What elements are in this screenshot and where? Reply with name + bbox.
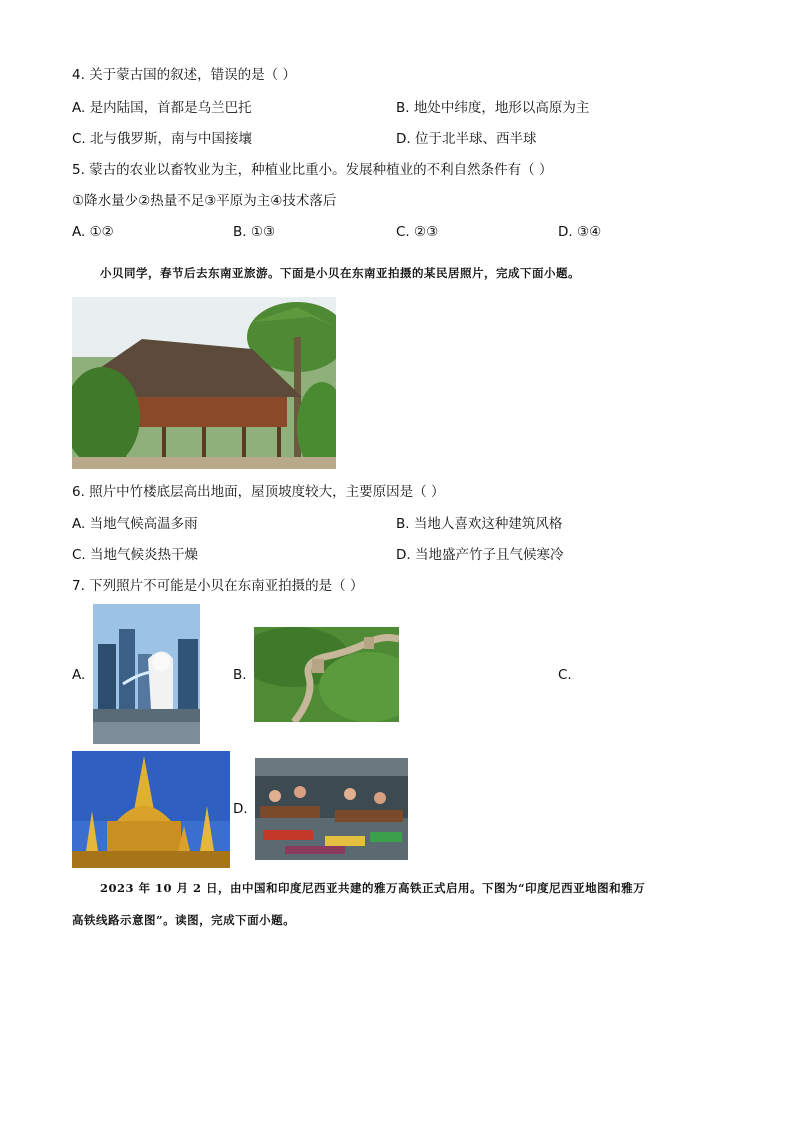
intro-jakarta-bandung-line2: 高铁线路示意图”。读图，完成下面小题。 [72, 913, 296, 927]
q4-stem: 4. 关于蒙古国的叙述，错误的是（ ） [72, 67, 296, 83]
great-wall-photo[interactable] [254, 627, 399, 722]
q5-option-a[interactable]: A. ①② [72, 224, 114, 240]
bamboo-house-photo [72, 297, 336, 469]
q5-stem: 5. 蒙古的农业以畜牧业为主，种植业比重小。发展种植业的不利自然条件有（ ） [72, 162, 553, 178]
intro-southeast-asia: 小贝同学，春节后去东南亚旅游。下面是小贝在东南亚拍摄的某民居照片，完成下面小题。 [100, 266, 580, 280]
q5-option-b[interactable]: B. ①③ [233, 224, 276, 240]
q4-option-b[interactable]: B. 地处中纬度，地形以高原为主 [396, 100, 590, 116]
q6-option-d[interactable]: D. 当地盛产竹子且气候寒冷 [396, 547, 564, 563]
q7-option-d-label[interactable]: D. [233, 801, 248, 817]
q5-items: ①降水量少②热量不足③平原为主④技术落后 [72, 193, 337, 209]
q6-option-b[interactable]: B. 当地人喜欢这种建筑风格 [396, 516, 563, 532]
golden-pagoda-photo[interactable] [72, 751, 230, 868]
q7-option-a-label[interactable]: A. [72, 667, 86, 683]
q4-option-a[interactable]: A. 是内陆国，首都是乌兰巴托 [72, 100, 252, 116]
q5-option-c[interactable]: C. ②③ [396, 224, 439, 240]
q6-option-a[interactable]: A. 当地气候高温多雨 [72, 516, 198, 532]
q7-option-b-label[interactable]: B. [233, 667, 247, 683]
q6-option-c[interactable]: C. 当地气候炎热干燥 [72, 547, 199, 563]
q4-option-d[interactable]: D. 位于北半球、西半球 [396, 131, 537, 147]
q5-option-d[interactable]: D. ③④ [558, 224, 602, 240]
floating-market-photo[interactable] [255, 758, 408, 860]
q4-option-c[interactable]: C. 北与俄罗斯，南与中国接壤 [72, 131, 253, 147]
merlion-photo[interactable] [93, 604, 200, 744]
q7-stem: 7. 下列照片不可能是小贝在东南亚拍摄的是（ ） [72, 578, 364, 594]
q7-option-c-label[interactable]: C. [558, 667, 572, 683]
intro-jakarta-bandung-line1: 2023 年 10 月 2 日，由中国和印度尼西亚共建的雅万高铁正式启用。下图为“印度尼西亚地图和雅万 [100, 881, 646, 895]
q6-stem: 6. 照片中竹楼底层高出地面，屋顶坡度较大，主要原因是（ ） [72, 484, 445, 500]
